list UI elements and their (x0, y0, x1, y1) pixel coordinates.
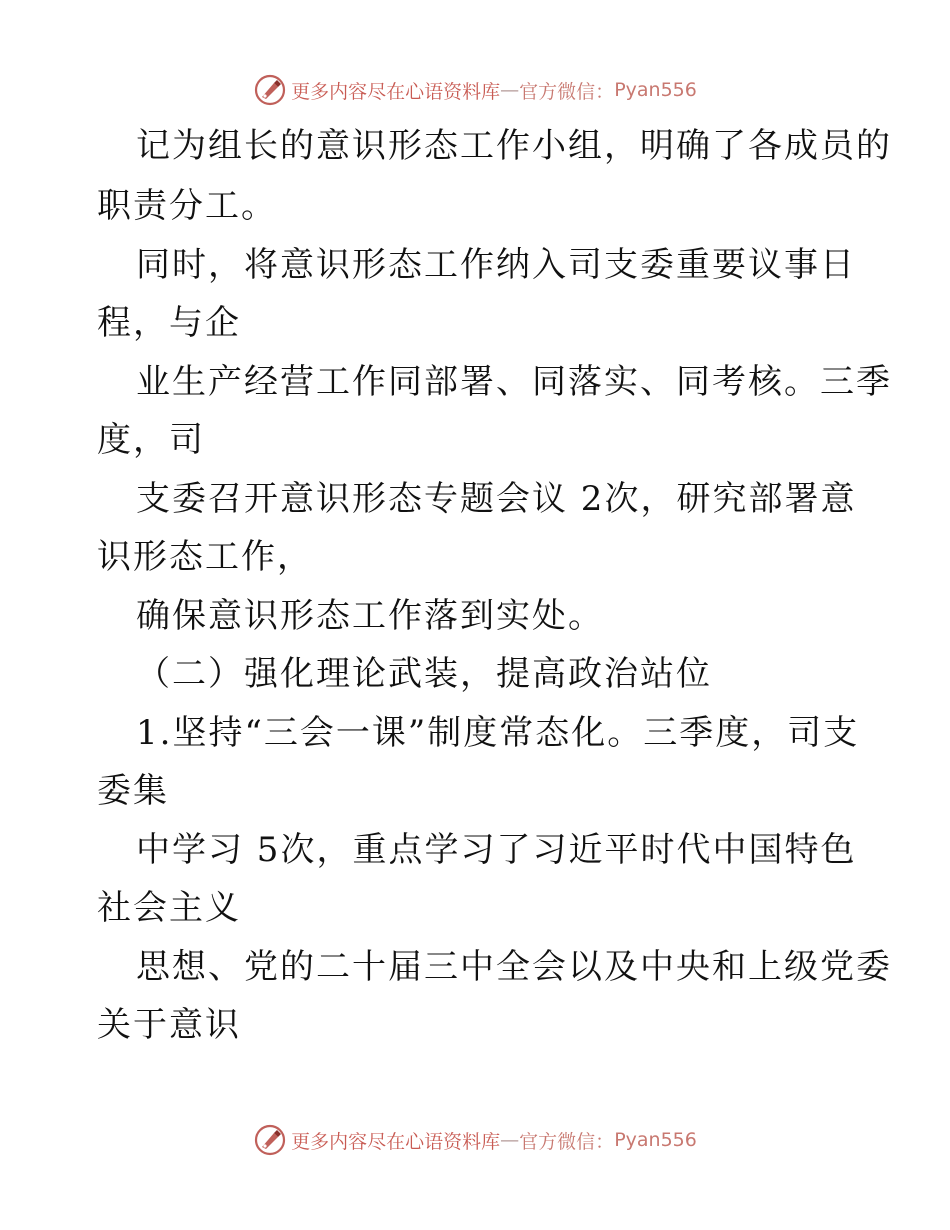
text-line: 职责分工。 (97, 186, 277, 226)
pen-nib-icon (253, 1123, 287, 1157)
watermark-wechat-id: Pyan556 (614, 1129, 697, 1151)
text-line: 识形态工作， (97, 537, 313, 577)
text-line: 度，司 (97, 420, 205, 460)
watermark-text: 更多内容尽在心语资料库 (291, 80, 501, 103)
text-line: 支委召开意识形态专题会议 2次，研究部署意 (136, 479, 857, 519)
text-line: 记为组长的意识形态工作小组，明确了各成员的 (136, 126, 892, 166)
text-line: 中学习 5次，重点学习了习近平时代中国特色 (136, 830, 857, 870)
text-line: 1.坚持“三会一课”制度常态化。三季度，司支 (136, 713, 860, 753)
text-line: 思想、党的二十届三中全会以及中央和上级党委 (136, 947, 892, 987)
watermark-text: 更多内容尽在心语资料库 (291, 1130, 501, 1153)
watermark-header (0, 72, 950, 108)
watermark-wechat-id: Pyan556 (614, 79, 697, 101)
text-line: 程，与企 (97, 303, 241, 343)
text-line: 同时，将意识形态工作纳入司支委重要议事日 (136, 245, 856, 285)
watermark-dash: — (500, 79, 520, 101)
text-line: 确保意识形态工作落到实处。 (136, 596, 604, 636)
section-heading: （二）强化理论武装，提高政治站位 (136, 654, 712, 694)
watermark-footer (0, 1122, 950, 1158)
text-line: 关于意识 (97, 1005, 241, 1045)
watermark-wechat-label: 官方微信： (519, 80, 615, 103)
text-line: 委集 (97, 771, 169, 811)
text-line: 社会主义 (97, 888, 241, 928)
watermark-wechat-label: 官方微信： (519, 1130, 615, 1153)
text-line: 业生产经营工作同部署、同落实、同考核。三季 (136, 362, 892, 402)
watermark-dash: — (500, 1129, 520, 1151)
pen-nib-icon (253, 73, 287, 107)
